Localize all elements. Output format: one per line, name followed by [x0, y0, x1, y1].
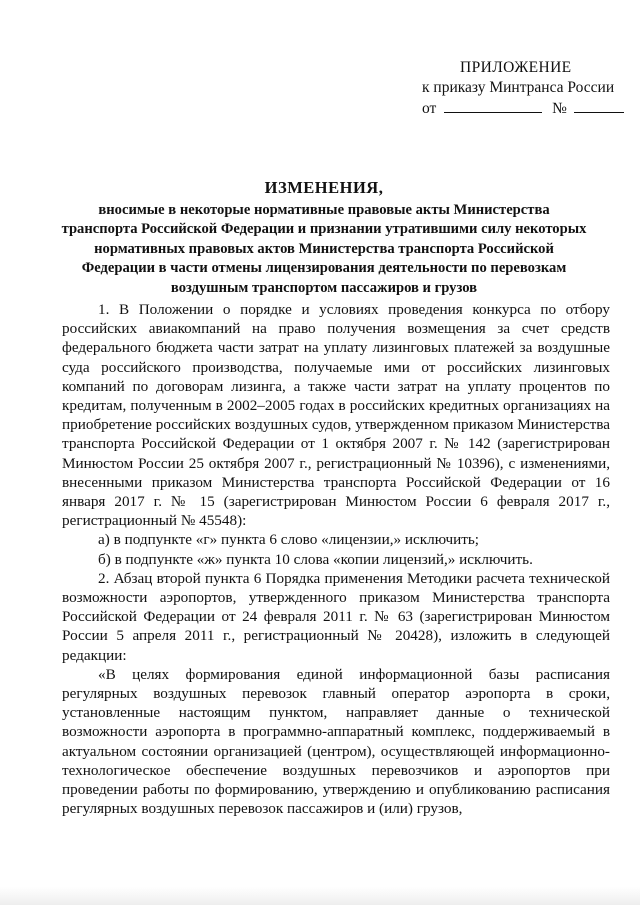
document-body [62, 300, 610, 818]
paragraph-1: 1. В Положении о порядке и условиях проведения конкурса по отбору российских авиакомпаний на право получения возмещения за счет средств федерального бюджета части затрат на уплату лизинговых платежей за воздушные суда российского производства, получаемые ими от российских лизинговых компаний по договорам лизинга, а также части затрат на уплату процентов по кредитам, полученным в 2002–2005 годах в российских кредитных организациях на приобретение российских воздушных судов, утвержденном приказом Министерства транспорта Российской Федерации от 1 октября 2007 г. № 142 (зарегистрирован Минюстом России 25 октября 2007 г., регистрационный № 10396), с изменениями, внесенными приказом Министерства транспорта Российской Федерации от 16 января 2017 г. № 15 (зарегистрирован Минюстом России 6 февраля 2017 г., регистрационный № 45548): [62, 301, 610, 530]
appendix-header [400, 58, 615, 119]
date-blank [444, 98, 542, 113]
appendix-order-ref: к приказу Минтранса России [422, 79, 615, 96]
date-label: от [422, 100, 437, 117]
paragraph-2-quote: «В целях формирования единой информационной базы расписания регулярных воздушных перевозок главный оператор аэропорта в сроки, установленные настоящим пунктом, направляет данные о технической возможности аэропорта в программно-аппаратный комплекс, поддерживаемый в актуальном состоянии организацией (центром), осуществляющей информационно-технологическое обеспечение воздушных перевозчиков и аэропортов при проведении работы по формированию, утверждению и опубликованию расписания регулярных воздушных перевозок пассажиров и (или) грузов, [62, 665, 610, 818]
page-edge-shadow [0, 887, 640, 905]
number-label: № [552, 100, 567, 117]
appendix-title: ПРИЛОЖЕНИЕ [460, 59, 572, 76]
appendix-date-number [400, 98, 610, 119]
document-title [60, 178, 588, 298]
paragraph-1a: а) в подпункте «г» пункта 6 слово «лицензии,» исключить; [98, 531, 480, 549]
title-subtitle: вносимые в некоторые нормативные правовые акты Министерства транспорта Российской Федерации и признании утратившими силу некоторых нормативных правовых актов Министерства транспорта Российской Федерации в части отмены лицензирования деятельности по перевозкам воздушным транспортом пассажиров и грузов [61, 201, 587, 296]
paragraph-2: 2. Абзац второй пункта 6 Порядка применения Методики расчета технической возможности аэропортов, утвержденного приказом Министерства транспорта Российской Федерации от 24 февраля 2011 г. № 63 (зарегистрирован Минюстом России 5 апреля 2011 г., регистрационный № 20428), изложить в следующей редакции: [62, 569, 610, 664]
number-blank [574, 98, 624, 113]
paragraph-1b: б) в подпункте «ж» пункта 10 слова «копии лицензий,» исключить. [98, 550, 533, 568]
title-main: ИЗМЕНЕНИЯ, [264, 178, 384, 197]
